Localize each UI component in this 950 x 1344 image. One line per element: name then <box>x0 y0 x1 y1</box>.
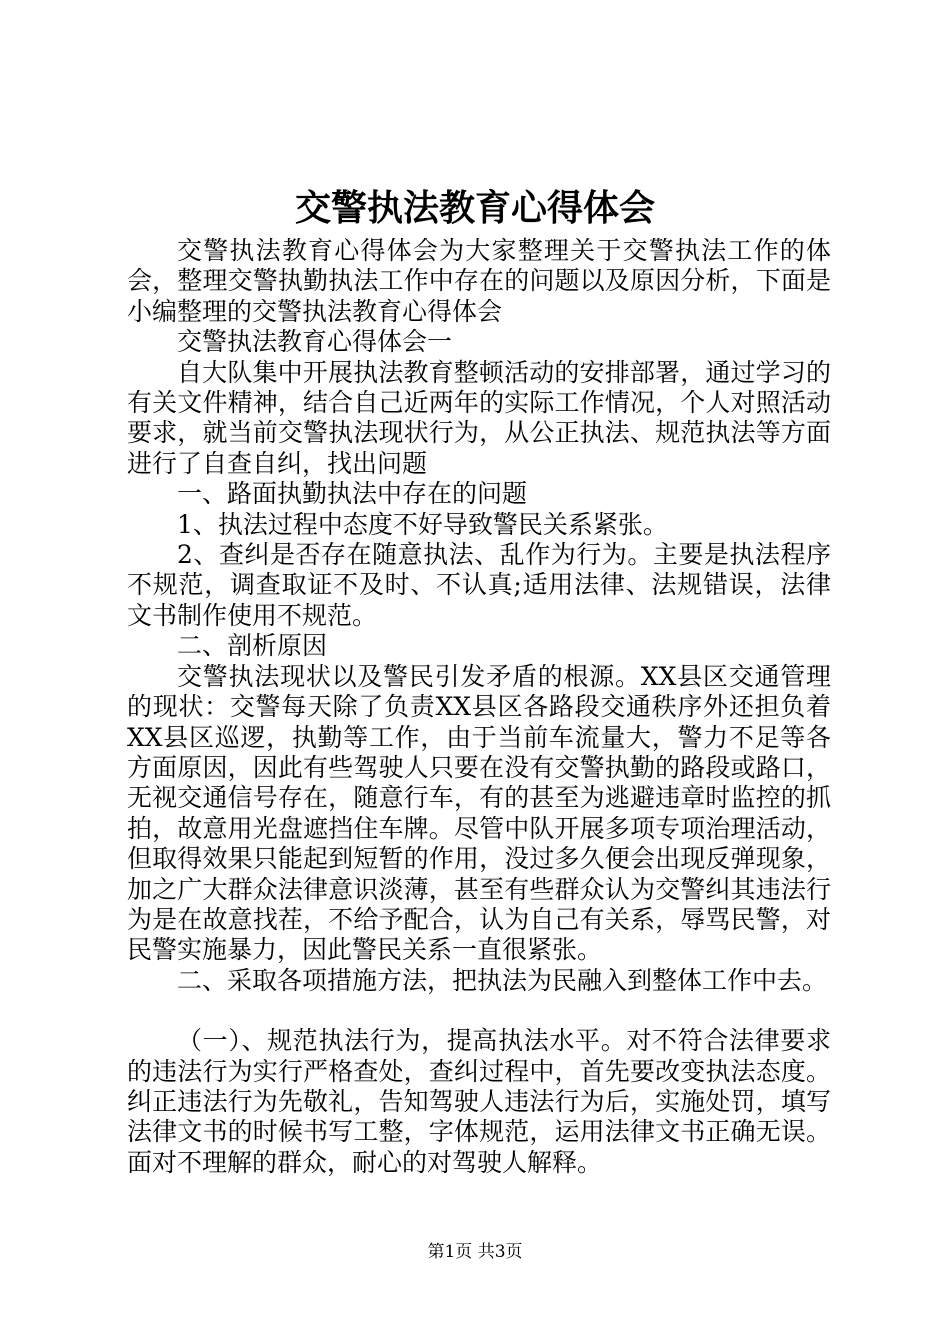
list-item-problem-1: 1、执法过程中态度不好导致警民关系紧张。 <box>177 509 668 539</box>
paragraph-self-check: 自大队集中开展执法教育整顿活动的安排部署，通过学习的有关文件精神，结合自己近两年的实际工作情况，个人对照活动要求，就当前交警执法现状行为，从公正执法、规范执法等方面进行了自查自纠，找出问题 <box>127 357 831 478</box>
paragraph-intro: 交警执法教育心得体会为大家整理关于交警执法工作的体会，整理交警执勤执法工作中存在的问题以及原因分析，下面是小编整理的交警执法教育心得体会 <box>127 236 831 326</box>
section-heading-part-one: 交警执法教育心得体会一 <box>177 327 453 357</box>
section-heading-measures: 二、采取各项措施方法，把执法为民融入到整体工作中去。 <box>177 965 828 995</box>
section-heading-causes: 二、剖析原因 <box>177 631 328 661</box>
document-body <box>127 236 831 1178</box>
list-item-problem-2: 2、查纠是否存在随意执法、乱作为行为。主要是执法程序不规范，调查取证不及时、不认真;适用法律、法规错误，法律文书制作使用不规范。 <box>127 540 831 630</box>
section-heading-problems: 一、路面执勤执法中存在的问题 <box>177 479 528 509</box>
paragraph-measure-1: （一）、规范执法行为，提高执法水平。对不符合法律要求的违法行为实行严格查处，查纠过程中，首先要改变执法态度。纠正违法行为先敬礼，告知驾驶人违法行为后，实施处罚，填写法律文书的时候书写工整，字体规范，运用法律文书正确无误。面对不理解的群众，耐心的对驾驶人解释。 <box>127 1026 831 1177</box>
paragraph-causes: 交警执法现状以及警民引发矛盾的根源。XX县区交通管理的现状：交警每天除了负责XX县区各路段交通秩序外还担负着XX县区巡逻，执勤等工作，由于当前车流量大，警力不足等各方面原因，因此有些驾驶人只要在没有交警执勤的路段或路口，无视交通信号存在，随意行车，有的甚至为逃避违章时监控的抓拍，故意用光盘遮挡住车牌。尽管中队开展多项专项治理活动，但取得效果只能起到短暂的作用，没过多久便会出现反弹现象，加之广大群众法律意识淡薄，甚至有些群众认为交警纠其违法行为是在故意找茬，不给予配合，认为自己有关系，辱骂民警，对民警实施暴力，因此警民关系一直很紧张。 <box>127 661 831 965</box>
document-title: 交警执法教育心得体会 <box>294 187 655 229</box>
page-footer: 第1页 共3页 <box>427 1242 523 1262</box>
